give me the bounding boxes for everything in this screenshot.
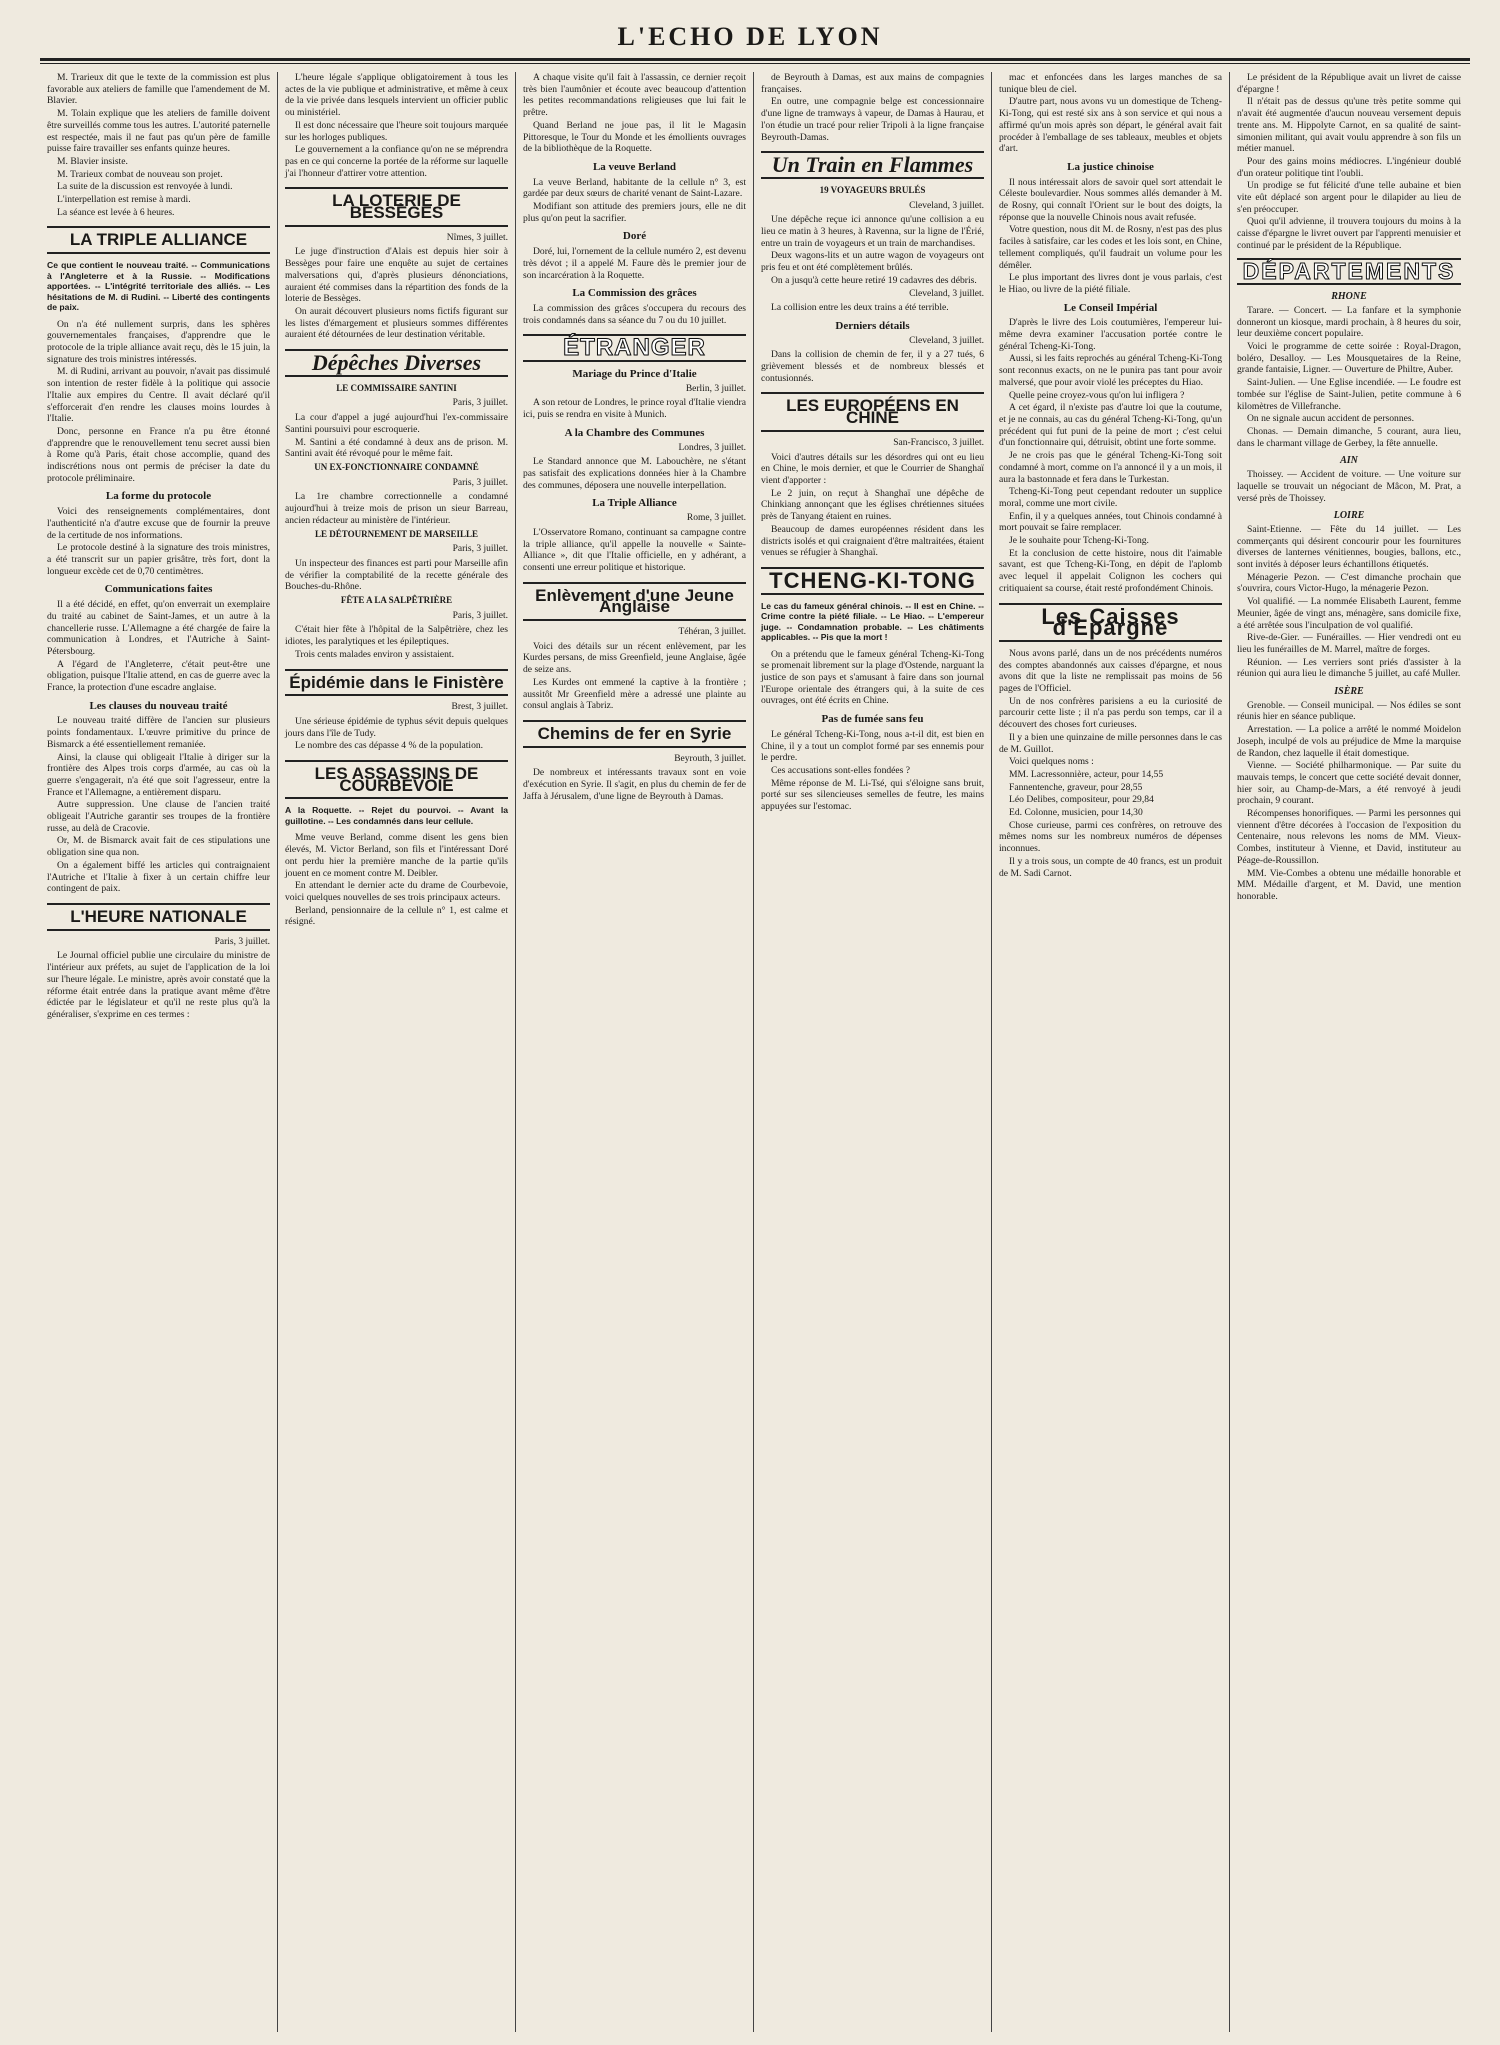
- dateline: Paris, 3 juillet.: [452, 398, 508, 409]
- paragraph: Donc, personne en France n'a pu être étonné d'apprendre que le renouvellement tenu secret aussi bien à Rome qu'à Paris, était chose accomplie, quand des indiscrétions nous ont permis de préciser la date du protocole préliminaire.: [47, 425, 270, 484]
- subheading: Les clauses du nouveau traité: [89, 699, 228, 712]
- dateline: Paris, 3 juillet.: [214, 936, 270, 947]
- paragraph: Ces accusations sont-elles fondées ?: [771, 764, 911, 776]
- paragraph: Rive-de-Gier. — Funérailles. — Hier vendredi ont eu lieu les funérailles de M. Marrel, maître de forges.: [1237, 632, 1461, 655]
- headline-summary: Le cas du fameux général chinois. -- Il est en Chine. -- Crime contre la piété filiale. -- Le Hiao. -- L'empereur juge. -- Condamnation probable. -- Les châtiments applicables. -- Pis que la mort !: [761, 600, 984, 643]
- paragraph: En attendant le dernier acte du drame de Courbevoie, voici quelques nouvelles de ses trois principaux acteurs.: [285, 880, 508, 903]
- paragraph: Il nous intéressait alors de savoir quel sort attendait le Céleste boulevardier. Nous sommes allés demander à M. de Rosny, qui connaît l'Orient sur le bout des doigts, la réponse que la nouvelle Chinois nous avait refusée.: [999, 176, 1222, 223]
- paragraph: Voici le programme de cette soirée : Royal-Dragon, boléro, Desalloy. — Les Mousquetaires de la Reine, grande fantaisie, Ligner. — Ouverture de Philtre, Auber.: [1237, 341, 1461, 376]
- paragraph: Voici des détails sur un récent enlèvement, par les Kurdes persans, de miss Greenfield, jeune Anglaise, âgée de seize ans.: [523, 640, 746, 676]
- paragraph: Tarare. — Concert. — La fanfare et la symphonie donneront un kiosque, mardi prochain, à 8 heures du soir, leur deuxième concert populaire.: [1237, 304, 1461, 340]
- paragraph: Votre question, nous dit M. de Rosny, n'est pas des plus faciles à satisfaire, car les codes et les lois sont, en Chine, tellement compliqués, qu'il faudrait un volume pour les démêler.: [999, 224, 1222, 271]
- paragraph: Vol qualifié. — La nommée Elisabeth Laurent, femme Meunier, âgée de vingt ans, ménagère, sans domicile fixe, a été arrêtée sous l'inculpation de vol qualifié.: [1237, 596, 1461, 631]
- paragraph: Deux wagons-lits et un autre wagon de voyageurs ont pris feu et ont été complètement brûlés.: [761, 250, 984, 274]
- paragraph: Il y a bien une quinzaine de mille personnes dans le cas de M. Guillot.: [999, 731, 1222, 755]
- paragraph: Doré, lui, l'ornement de la cellule numéro 2, est devenu très dévot ; il a appelé M. Faure dès le premier jour de son incarcération à la Roquette.: [523, 246, 746, 281]
- paragraph: La veuve Berland, habitante de la cellule n° 3, est gardée par deux sœurs de charité venant de Saint-Lazare.: [523, 176, 746, 200]
- paragraph: Nous avons parlé, dans un de nos précédents numéros des comptes abandonnés aux caisses d'épargne, et nous avons dit que la liste ne remplissait pas moins de 56 pages de l'Officiel.: [999, 647, 1222, 695]
- paragraph: On aurait découvert plusieurs noms fictifs figurant sur les listes d'émargement et plusieurs sommes différentes auraient été détournées de leur destination véritable.: [285, 305, 508, 341]
- headline-assassins-courbevoie: LES ASSASSINS DE COURBEVOIE: [285, 760, 508, 799]
- paragraph: M. Trarieux dit que le texte de la commission est plus favorable aux ateliers de famille que l'amendement de M. Blavier.: [47, 72, 270, 107]
- paragraph: Aussi, si les faits reprochés au général Tcheng-Ki-Tong sont reconnus exacts, on ne le punira pas tant pour avoir malversé, que pour avoir violé les préceptes du Hiao.: [999, 353, 1222, 388]
- section-title: LE DÉTOURNEMENT DE MARSEILLE: [315, 528, 478, 539]
- paragraph: Quoi qu'il advienne, il trouvera toujours du moins à la caisse d'épargne le livret ouvert par l'apprenti menuisier et continué par le président de la République.: [1237, 216, 1461, 251]
- dateline: Brest, 3 juillet.: [451, 702, 508, 713]
- paragraph: Le Journal officiel publie une circulaire du ministre de l'intérieur aux préfets, au sujet de l'application de la loi sur l'heure légale. Le ministre, après avoir constaté que la réforme était entrée dans la pratique avant même d'être édictée par le législateur et qu'il ne reste plus qu'à la généraliser, s'exprime en ces termes :: [47, 950, 270, 1020]
- column-3: [516, 72, 754, 2032]
- dateline: Cleveland, 3 juillet.: [909, 288, 984, 299]
- paragraph: La suite de la discussion est renvoyée à lundi.: [57, 181, 233, 193]
- dateline: San-Francisco, 3 juillet.: [893, 437, 984, 448]
- paragraph: D'autre part, nous avons vu un domestique de Tcheng-Ki-Tong, qui est resté six ans à son service et qui nous a affirmé qu'un mois après son départ, le général avait fait procéder à l'emballage de ses tableaux, meubles et objets d'art.: [999, 96, 1222, 155]
- subheading: A la Chambre des Communes: [564, 426, 705, 439]
- region-heading: RHONE: [1331, 291, 1367, 303]
- paragraph: Je le souhaite pour Tcheng-Ki-Tong.: [1009, 535, 1149, 547]
- paragraph: A son retour de Londres, le prince royal d'Italie viendra ici, puis se rendra en visite à Munich.: [523, 397, 746, 421]
- paragraph: En outre, une compagnie belge est concessionnaire d'une ligne de tramways à vapeur, de Damas à Haurau, et l'on étudie un tracé pour relier Tripoli à la ligne française Beyrouth-Damas.: [761, 96, 984, 143]
- subheading: La veuve Berland: [592, 160, 677, 173]
- masthead-rule-thin: [40, 63, 1470, 64]
- subheading: Doré: [622, 230, 647, 243]
- paragraph: Ménagerie Pezon. — C'est dimanche prochain que s'ouvrira, cours Victor-Hugo, la ménagerie Pezon.: [1237, 571, 1461, 595]
- paragraph: On a jusqu'à cette heure retiré 19 cadavres des débris.: [771, 274, 977, 286]
- paragraph: Chonas. — Demain dimanche, 5 courant, aura lieu, dans le charmant village de Gerbey, la fête annuelle.: [1237, 425, 1461, 449]
- paragraph: Quelle peine croyez-vous qu'on lui infligera ?: [1009, 389, 1185, 401]
- headline-summary: Ce que contient le nouveau traité. -- Communications à l'Angleterre et à la Russie. -- Modifications apportées. -- L'intégrité territoriale des alliés. -- Les hésitations de M. di Rudini. -- Liberté des contingents de paix.: [47, 260, 270, 313]
- paragraph: Tcheng-Ki-Tong peut cependant redouter un supplice moral, comme une mort civile.: [999, 486, 1222, 509]
- paragraph: M. Tolain explique que les ateliers de famille doivent être surveillés comme tous les autres. L'autorité paternelle est respectée, mais il ne faut pas qu'un père de famille puisse faire travailler ses enfants quinze heures.: [47, 108, 270, 155]
- paragraph: Beaucoup de dames européennes résident dans les districts isolés et qui craignaient d'être maltraitées, étaient venues se réfugier à Shanghaï.: [761, 523, 984, 559]
- dateline: Paris, 3 juillet.: [452, 477, 508, 488]
- paragraph: Récompenses honorifiques. — Parmi les personnes qui viennent d'être décorées à l'occasion de l'exposition du Centenaire, nous relevons les noms de MM. Vieux-Combes, instituteur à Vienne, et David, instituteur au Péage-de-Roussillon.: [1237, 808, 1461, 866]
- paragraph: On a prétendu que le fameux général Tcheng-Ki-Tong se promenait librement sur la plage d'Ostende, narguant la justice de son pays et s'amusant à faire dans son journal l'Europe orientale des étrangers qui, à la suite de ces ouvrages, ont été écrits en Chine.: [761, 648, 984, 707]
- paragraph: Le 2 juin, on reçut à Shanghaï une dépêche de Chinkiang annonçant que les églises chrétiennes situées près de Tanyang étaient en ruines.: [761, 487, 984, 523]
- paragraph: De nombreux et intéressants travaux sont en voie d'exécution en Syrie. Il s'agit, en plus du chemin de fer de Jaffa à Jérusalem, d'une ligne de Beyrouth à Damas.: [523, 767, 746, 802]
- masthead: [0, 0, 1500, 60]
- paragraph: Pour des gains moins médiocres. L'ingénieur doublé d'un orateur politique tint l'oubli.: [1237, 155, 1461, 179]
- headline-triple-alliance: LA TRIPLE ALLIANCE: [47, 226, 270, 254]
- headline-train-en-flammes: Un Train en Flammes: [761, 151, 984, 179]
- dateline: Berlin, 3 juillet.: [685, 383, 746, 394]
- columns: [40, 72, 1470, 2032]
- paragraph: Dans la collision de chemin de fer, il y a 27 tués, 6 grièvement blessés et de nombreux blessés et contusionnés.: [761, 349, 984, 384]
- paragraph: M. di Rudini, arrivant au pouvoir, n'avait pas dissimulé son intention de rester fidèle à la politique qui associe l'Italie aux empires du Centre. Il avait déclaré qu'il s'efforcerait d'en rendre les clauses moins lourdes à l'Italie.: [47, 366, 270, 425]
- column-5: [992, 72, 1230, 2032]
- paragraph: Ainsi, la clause qui obligeait l'Italie à diriger sur la frontière des Alpes trois corps d'armée, au cas où la guerre s'engagerait, n'a été que soit l'agresseur, entre la France et l'Allemagne, a entièrement disparu.: [47, 751, 270, 798]
- paragraph: Un inspecteur des finances est parti pour Marseille afin de vérifier la comptabilité de la recette générale des Bouches-du-Rhône.: [285, 557, 508, 593]
- paragraph: M. Trarieux combat de nouveau son projet.: [57, 168, 223, 180]
- paragraph: M. Santini a été condamné à deux ans de prison. M. Santini avait été révoqué pour le même fait.: [285, 436, 508, 460]
- masthead-rule: [40, 58, 1470, 61]
- subheading: La justice chinoise: [1067, 160, 1154, 173]
- list-item: Fannentenche, graveur, pour 28,55: [1009, 781, 1143, 793]
- column-2: [278, 72, 516, 2032]
- paragraph: A cet égard, il n'existe pas d'autre loi que la coutume, et je ne connais, au cas du général Tcheng-Ki-Tong, qu'un précédent qui fut puni de la peine de mort ; c'est celui d'un fonctionnaire qui, détruisit, obtint une forte somme.: [999, 402, 1222, 449]
- paragraph: Autre suppression. Une clause de l'ancien traité obligeait l'Autriche garantir ses troupes de la frontière russe, au delà de Cracovie.: [47, 799, 270, 834]
- paragraph: Voici des renseignements complémentaires, dont l'authenticité n'a d'autre excuse que de fournir la preuve de la certitude de nos informations.: [47, 506, 270, 541]
- paragraph: Mme veuve Berland, comme disent les gens bien élevés, M. Victor Berland, son fils et l'intéressant Doré ont perdu hier la première manche de la partie qu'ils jouent en ce moment contre M. Deibler.: [285, 832, 508, 879]
- paragraph: Les Kurdes ont emmené la captive à la frontière ; aussitôt Mr Greenfield mère a adressé une plainte au consul anglais à Tabriz.: [523, 676, 746, 712]
- list-item: Ed. Colonne, musicien, pour 14,30: [1009, 807, 1143, 819]
- paragraph: Le gouvernement a la confiance qu'on ne se méprendra pas en ce qui concerne la portée de la réforme sur laquelle j'ai l'honneur d'attirer votre attention.: [285, 144, 508, 179]
- paragraph: A chaque visite qu'il fait à l'assassin, ce dernier reçoit très bien l'aumônier et écoute avec beaucoup d'attention les petites recommandations religieuses que lui fait le prêtre.: [523, 72, 746, 119]
- paragraph: Voici d'autres détails sur les désordres qui ont eu lieu en Chine, le mois dernier, et que le Courrier de Shanghaï vient d'apporter :: [761, 451, 984, 486]
- headline-loterie-besseges: LA LOTERIE DE BESSÈGES: [285, 187, 508, 226]
- paragraph: Le général Tcheng-Ki-Tong, nous a-t-il dit, est bien en Chine, il y a tout un complot formé par ses ennemis pour le perdre.: [761, 728, 984, 764]
- dateline: Cleveland, 3 juillet.: [909, 200, 984, 211]
- paragraph: Il a été décidé, en effet, qu'on enverrait un exemplaire du traité au cabinet de Saint-James, et un autre à la chancellerie russe. L'Allemagne a été chargée de faire la communication à Londres, et l'Autriche à Saint-Pétersbourg.: [47, 599, 270, 657]
- newspaper-title: L'ECHO DE LYON: [617, 22, 883, 51]
- paragraph: Le président de la République avait un livret de caisse d'épargne !: [1237, 72, 1461, 95]
- dateline: Cleveland, 3 juillet.: [909, 335, 984, 346]
- paragraph: de Beyrouth à Damas, est aux mains de compagnies françaises.: [761, 72, 984, 95]
- dateline: Paris, 3 juillet.: [452, 544, 508, 555]
- paragraph: Saint-Etienne. — Fête du 14 juillet. — Les commerçants qui désirent concourir pour les fournitures diverses de lanternes vénitiennes, bougies, ballons, etc., sont invités à déposer leurs échantillons étiquetés.: [1237, 523, 1461, 571]
- dateline: Paris, 3 juillet.: [452, 610, 508, 621]
- headline-heure-nationale: L'HEURE NATIONALE: [47, 903, 270, 931]
- paragraph: Il n'était pas de dessus qu'une très petite somme qui n'avait été augmentée d'aucun nouveau versement depuis trente ans. M. Hippolyte Carnot, en sa qualité de saint-simonien militant, qui avait voulu apprendre à son fils un métier manuel.: [1237, 96, 1461, 155]
- paragraph: On a également biffé les articles qui contraignaient l'Autriche et l'Italie à fixer à un certain chiffre leur contingent de paix.: [47, 859, 270, 895]
- paragraph: La cour d'appel a jugé aujourd'hui l'ex-commissaire Santini poursuivi pour escroquerie.: [285, 412, 508, 435]
- paragraph: Le protocole destiné à la signature des trois ministres, a été transcrit sur un papier grisâtre, très fort, dont la longueur excède cet de 0,70 centimètres.: [47, 542, 270, 577]
- paragraph: Une dépêche reçue ici annonce qu'une collision a eu lieu ce matin à 3 heures, à Ravenna, sur la ligne de l'Érié, entre un train de voyageurs et un train de marchandises.: [761, 214, 984, 249]
- paragraph: Le nombre des cas dépasse 4 % de la population.: [295, 740, 484, 752]
- paragraph: On n'a été nullement surpris, dans les sphères gouvernementales françaises, d'apprendre que le protocole de la triple alliance avait reçu, dès le 15 juin, la signature des trois ministres intéressés.: [47, 318, 270, 365]
- paragraph: La collision entre les deux trains a été terrible.: [771, 302, 949, 314]
- paragraph: La commission des grâces s'occupera du recours des trois condamnés dans sa séance du 7 ou du 10 juillet.: [523, 302, 746, 326]
- paragraph: Trois cents malades environ y assistaient.: [295, 648, 454, 660]
- paragraph: Chose curieuse, parmi ces confrères, on retrouve des mêmes noms sur les nombreux numéros de dépenses inconnues.: [999, 819, 1222, 855]
- paragraph: MM. Vie-Combes a obtenu une médaille honorable et MM. Médaille d'argent, et M. David, une mention honorable.: [1237, 867, 1461, 902]
- paragraph: Un de nos confrères parisiens a eu la curiosité de parcourir cette liste ; il n'a pas perdu son temps, car il a découvert des choses fort curieuses.: [999, 695, 1222, 731]
- headline-departements: DÉPARTEMENTS: [1237, 258, 1461, 286]
- paragraph: Le nouveau traité diffère de l'ancien sur plusieurs points fondamentaux. L'œuvre primitive du prince de Bismarck a été essentiellement remaniée.: [47, 715, 270, 750]
- paragraph: Or, M. de Bismarck avait fait de ces stipulations une obligation sine qua non.: [47, 835, 270, 859]
- paragraph: Je ne crois pas que le général Tcheng-Ki-Tong soit condamné à mort, comme on l'a annoncé il y a un mois, il aura la bastonnade et fera dans le Turkestan.: [999, 450, 1222, 485]
- subheading: Mariage du Prince d'Italie: [572, 368, 697, 381]
- paragraph: Arrestation. — La police a arrêté le nommé Moidelon Joseph, inculpé de vols au préjudice de Mme la marquise de Randon, chez laquelle il était domestique.: [1237, 724, 1461, 759]
- column-1: [40, 72, 278, 2032]
- subheading: La forme du protocole: [105, 490, 212, 503]
- headline-tcheng-ki-tong: TCHENG-KI-TONG: [761, 567, 984, 595]
- region-heading: LOIRE: [1333, 510, 1365, 522]
- paragraph: Modifiant son attitude des premiers jours, elle ne dit plus qu'on peut la sacrifier.: [523, 201, 746, 224]
- paragraph: La séance est levée à 6 heures.: [57, 206, 175, 218]
- paragraph: Une sérieuse épidémie de typhus sévit depuis quelques jours dans l'île de Tudy.: [285, 715, 508, 739]
- paragraph: mac et enfoncées dans les larges manches de sa tunique bleu de ciel.: [999, 72, 1222, 95]
- subheading: Le Conseil Impérial: [1063, 301, 1158, 314]
- paragraph: L'heure légale s'applique obligatoirement à tous les actes de la vie publique et administrative, et même à ceux de la vie privée dans lesquels intervient un officier public ou ministériel.: [285, 72, 508, 119]
- subheading: Pas de fumée sans feu: [821, 713, 924, 726]
- list-item: Léo Delibes, compositeur, pour 29,84: [1009, 794, 1154, 806]
- headline-caisses-epargne: Les Caisses d'Epargne: [999, 603, 1222, 642]
- paragraph: M. Blavier insiste.: [57, 155, 128, 167]
- paragraph: D'après le livre des Lois coutumières, l'empereur lui-même devra examiner l'accusation portée contre le général Tcheng-Ki-Tong.: [999, 317, 1222, 352]
- paragraph: C'était hier fête à l'hôpital de la Salpêtrière, chez les idiotes, les paralytiques et les épileptiques.: [285, 624, 508, 648]
- headline-chemins-de-fer-syrie: Chemins de fer en Syrie: [523, 720, 746, 748]
- paragraph: Grenoble. — Conseil municipal. — Nos édiles se sont réunis hier en séance publique.: [1237, 699, 1461, 723]
- region-heading: AIN: [1340, 455, 1358, 467]
- paragraph: Un prodige se fut félicité d'une telle aubaine et bien vite eût déplacé son argent pour le dilapider au lieu de s'en préoccuper.: [1237, 180, 1461, 215]
- paragraph: Le Standard annonce que M. Labouchère, ne s'étant pas satisfait des explications données hier à la Chambre des communes, déposera une nouvelle interpellation.: [523, 456, 746, 491]
- region-heading: ISÈRE: [1334, 686, 1364, 698]
- headline-depeches-diverses: Dépêches Diverses: [285, 349, 508, 377]
- paragraph: Enfin, il y a quelques années, tout Chinois condamné à mort pouvait se faire remplacer.: [999, 510, 1222, 534]
- headline-europeens-en-chine: LES EUROPÉENS EN CHINE: [761, 392, 984, 431]
- paragraph: Le plus important des livres dont je vous parlais, c'est le Hiao, ou livre de la piété filiale.: [999, 272, 1222, 295]
- dateline: Téhéran, 3 juillet.: [678, 627, 746, 638]
- paragraph: Réunion. — Les verriers sont priés d'assister à la réunion qui aura lieu le dimanche 5 juillet, au café Muller.: [1237, 656, 1461, 680]
- paragraph: Berland, pensionnaire de la cellule n° 1, est calme et résigné.: [285, 904, 508, 928]
- paragraph: Le juge d'instruction d'Alais est depuis hier soir à Bessèges pour faire une enquête au sujet de certaines malversations qui, d'après plusieurs dénonciations, auraient été commises dans la répartition des fonds de la loterie de Bessèges.: [285, 246, 508, 305]
- paragraph: Saint-Julien. — Une Eglise incendiée. — Le foudre est tombée sur l'église de Saint-Julien, petite commune à 6 kilomètres de Villefranche.: [1237, 377, 1461, 412]
- paragraph: Vienne. — Société philharmonique. — Par suite du mauvais temps, le concert que cette société devait donner, hier soir, au Champ-de-Mars, a été renvoyé à jeudi prochain, 9 courant.: [1237, 760, 1461, 807]
- list-item: MM. Lacressonnière, acteur, pour 14,55: [1009, 768, 1164, 780]
- paragraph: Même réponse de M. Li-Tsé, qui s'éloigne sans bruit, porté sur ses silencieuses semelles de feutre, les mains appuyées sur l'estomac.: [761, 777, 984, 813]
- dateline: Rome, 3 juillet.: [686, 513, 746, 524]
- subheading: Communications faites: [104, 583, 213, 596]
- headline-epidemie-finistere: Épidémie dans le Finistère: [285, 669, 508, 697]
- paragraph: On ne signale aucun accident de personnes.: [1247, 413, 1415, 425]
- paragraph: L'Osservatore Romano, continuant sa campagne contre la triple alliance, qu'il appelle la nouvelle « Sainte-Alliance », dit que l'Italie officielle, en y adhérant, a consenti une erreur politique et historique.: [523, 526, 746, 573]
- section-title: FÊTE A LA SALPÊTRIÈRE: [340, 595, 453, 606]
- column-4: [754, 72, 992, 2032]
- headline-summary: A la Roquette. -- Rejet du pourvoi. -- Avant la guillotine. -- Les condamnés dans leur cellule.: [285, 805, 508, 826]
- paragraph: Il est donc nécessaire que l'heure soit toujours marquée sur les horloges publiques.: [285, 119, 508, 143]
- subheading: Derniers détails: [835, 319, 910, 332]
- paragraph: Voici quelques noms :: [1009, 756, 1094, 768]
- dateline: Londres, 3 juillet.: [678, 442, 746, 453]
- section-title: UN EX-FONCTIONNAIRE CONDAMNÉ: [314, 461, 479, 472]
- column-6: [1230, 72, 1468, 2032]
- subheading: La Triple Alliance: [592, 497, 677, 510]
- subheading: La Commission des grâces: [572, 287, 697, 300]
- paragraph: L'interpellation est remise à mardi.: [57, 194, 191, 206]
- section-title: 19 VOYAGEURS BRULÉS: [819, 184, 926, 195]
- dateline: Beyrouth, 3 juillet.: [674, 753, 746, 764]
- dateline: Nîmes, 3 juillet.: [446, 232, 508, 243]
- headline-enlevement-anglaise: Enlèvement d'une Jeune Anglaise: [523, 582, 746, 621]
- paragraph: A l'égard de l'Angleterre, c'était peut-être une obligation, puisque l'Italie attend, en cas de guerre avec la France, la protection d'une escadre anglaise.: [47, 658, 270, 694]
- section-title: LE COMMISSAIRE SANTINI: [336, 382, 457, 393]
- headline-etranger: ÉTRANGER: [523, 334, 746, 362]
- paragraph: Il y a trois sous, un compte de 40 francs, est un produit de M. Sadi Carnot.: [999, 855, 1222, 879]
- paragraph: Quand Berland ne joue pas, il lit le Magasin Pittoresque, le Tour du Monde et les émollients ouvrages de la bibliothèque de la Roquette.: [523, 119, 746, 155]
- paragraph: Et la conclusion de cette histoire, nous dit l'aimable savant, est que Tcheng-Ki-Tong, en dépit de l'aplomb avec lequel il appelait Colignon les cochers qui critiquaient sa course, était resté profondément Chinois.: [999, 547, 1222, 594]
- paragraph: Thoissey. — Accident de voiture. — Une voiture sur laquelle se trouvait un négociant de Mâcon, M. Prat, a versé près de Thoissey.: [1237, 469, 1461, 504]
- paragraph: La 1re chambre correctionnelle a condamné aujourd'hui à treize mois de prison un sieur Barreau, ancien rédacteur au ministère de l'intérieur.: [285, 491, 508, 526]
